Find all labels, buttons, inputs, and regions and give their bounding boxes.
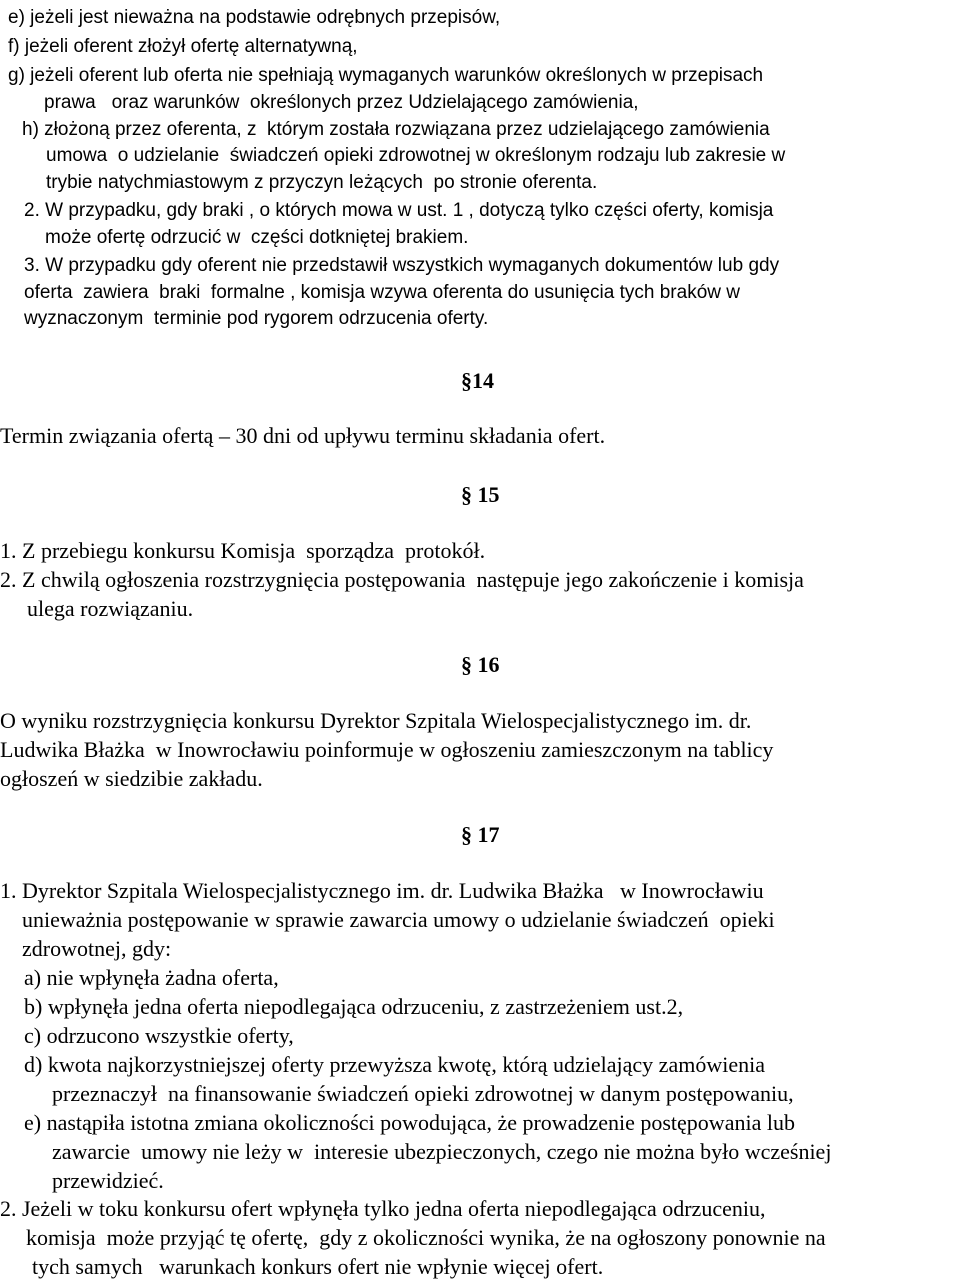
section-17-item-e-cont-1: zawarcie umowy nie leży w interesie ubezpieczonych, czego nie można było wcześniej (52, 1139, 832, 1164)
section-16-line-2: Ludwika Błażka w Inowrocławiu poinformuje w ogłoszeniu zamieszczonym na tablicy (0, 737, 774, 762)
list-item-g: g) jeżeli oferent lub oferta nie spełniają wymaganych warunków określonych w przepisach (8, 65, 764, 86)
section-17-point-2-cont-2: tych samych warunkach konkurs ofert nie wpłynie więcej ofert. (32, 1254, 604, 1279)
section-17-item-b: b) wpłynęła jedna oferta niepodlegająca odrzuceniu, z zastrzeżeniem ust.2, (24, 994, 684, 1019)
section-17-point-1-cont-2: zdrowotnej, gdy: (22, 936, 172, 961)
section-17-point-1: 1. Dyrektor Szpitala Wielospecjalistycznego im. dr. Ludwika Błażka w Inowrocławiu (0, 878, 764, 903)
list-item-g-cont: prawa oraz warunków określonych przez Udzielającego zamówienia, (44, 92, 639, 113)
section-15-line-1: 1. Z przebiegu konkursu Komisja sporządza protokół. (0, 538, 486, 563)
list-item-h-cont-1: umowa o udzielanie świadczeń opieki zdrowotnej w określonym rodzaju lub zakresie w (46, 145, 786, 166)
section-16-heading: § 16 (461, 652, 500, 677)
point-2-cont: może ofertę odrzucić w części dotkniętej brakiem. (45, 227, 469, 248)
section-14-text: Termin związania ofertą – 30 dni od upływu terminu składania ofert. (0, 423, 606, 448)
list-item-h: h) złożoną przez oferenta, z którym została rozwiązana przez udzielającego zamówienia (22, 119, 770, 140)
section-17-item-e-cont-2: przewidzieć. (52, 1168, 164, 1193)
section-17-item-d: d) kwota najkorzystniejszej oferty przewyższa kwotę, którą udzielający zamówienia (24, 1052, 765, 1077)
section-17-point-2-cont-1: komisja może przyjąć tę ofertę, gdy z okoliczności wynika, że na ogłoszony ponownie na (26, 1225, 826, 1250)
point-3-cont-1: oferta zawiera braki formalne , komisja wzywa oferenta do usunięcia tych braków w (24, 282, 740, 303)
section-17-point-2: 2. Jeżeli w toku konkursu ofert wpłynęła tylko jedna oferta niepodlegająca odrzuceniu, (0, 1196, 766, 1221)
list-item-f: f) jeżeli oferent złożył ofertę alternatywną, (8, 36, 358, 57)
section-15-line-2: 2. Z chwilą ogłoszenia rozstrzygnięcia postępowania następuje jego zakończenie i komisja (0, 567, 804, 592)
section-16-line-1: O wyniku rozstrzygnięcia konkursu Dyrektor Szpitala Wielospecjalistycznego im. dr. (0, 708, 752, 733)
section-15-heading: § 15 (461, 482, 500, 507)
section-17-heading: § 17 (461, 822, 500, 847)
point-3-cont-2: wyznaczonym terminie pod rygorem odrzucenia oferty. (24, 308, 489, 329)
section-14-heading: §14 (461, 368, 494, 393)
section-17-item-a: a) nie wpłynęła żadna oferta, (24, 965, 279, 990)
list-item-h-cont-2: trybie natychmiastowym z przyczyn leżących po stronie oferenta. (46, 172, 598, 193)
point-2: 2. W przypadku, gdy braki , o których mowa w ust. 1 , dotyczą tylko części oferty, komisja (24, 200, 774, 221)
section-17-item-d-cont: przeznaczył na finansowanie świadczeń opieki zdrowotnej w danym postępowaniu, (52, 1081, 794, 1106)
section-17-point-1-cont-1: unieważnia postępowanie w sprawie zawarcia umowy o udzielanie świadczeń opieki (22, 907, 775, 932)
section-15-line-3: ulega rozwiązaniu. (27, 596, 194, 621)
section-16-line-3: ogłoszeń w siedzibie zakładu. (0, 766, 263, 791)
point-3: 3. W przypadku gdy oferent nie przedstawił wszystkich wymaganych dokumentów lub gdy (24, 255, 780, 276)
section-17-item-e: e) nastąpiła istotna zmiana okoliczności powodująca, że prowadzenie postępowania lub (24, 1110, 795, 1135)
section-17-item-c: c) odrzucono wszystkie oferty, (24, 1023, 294, 1048)
list-item-e: e) jeżeli jest nieważna na podstawie odrębnych przepisów, (8, 7, 501, 28)
